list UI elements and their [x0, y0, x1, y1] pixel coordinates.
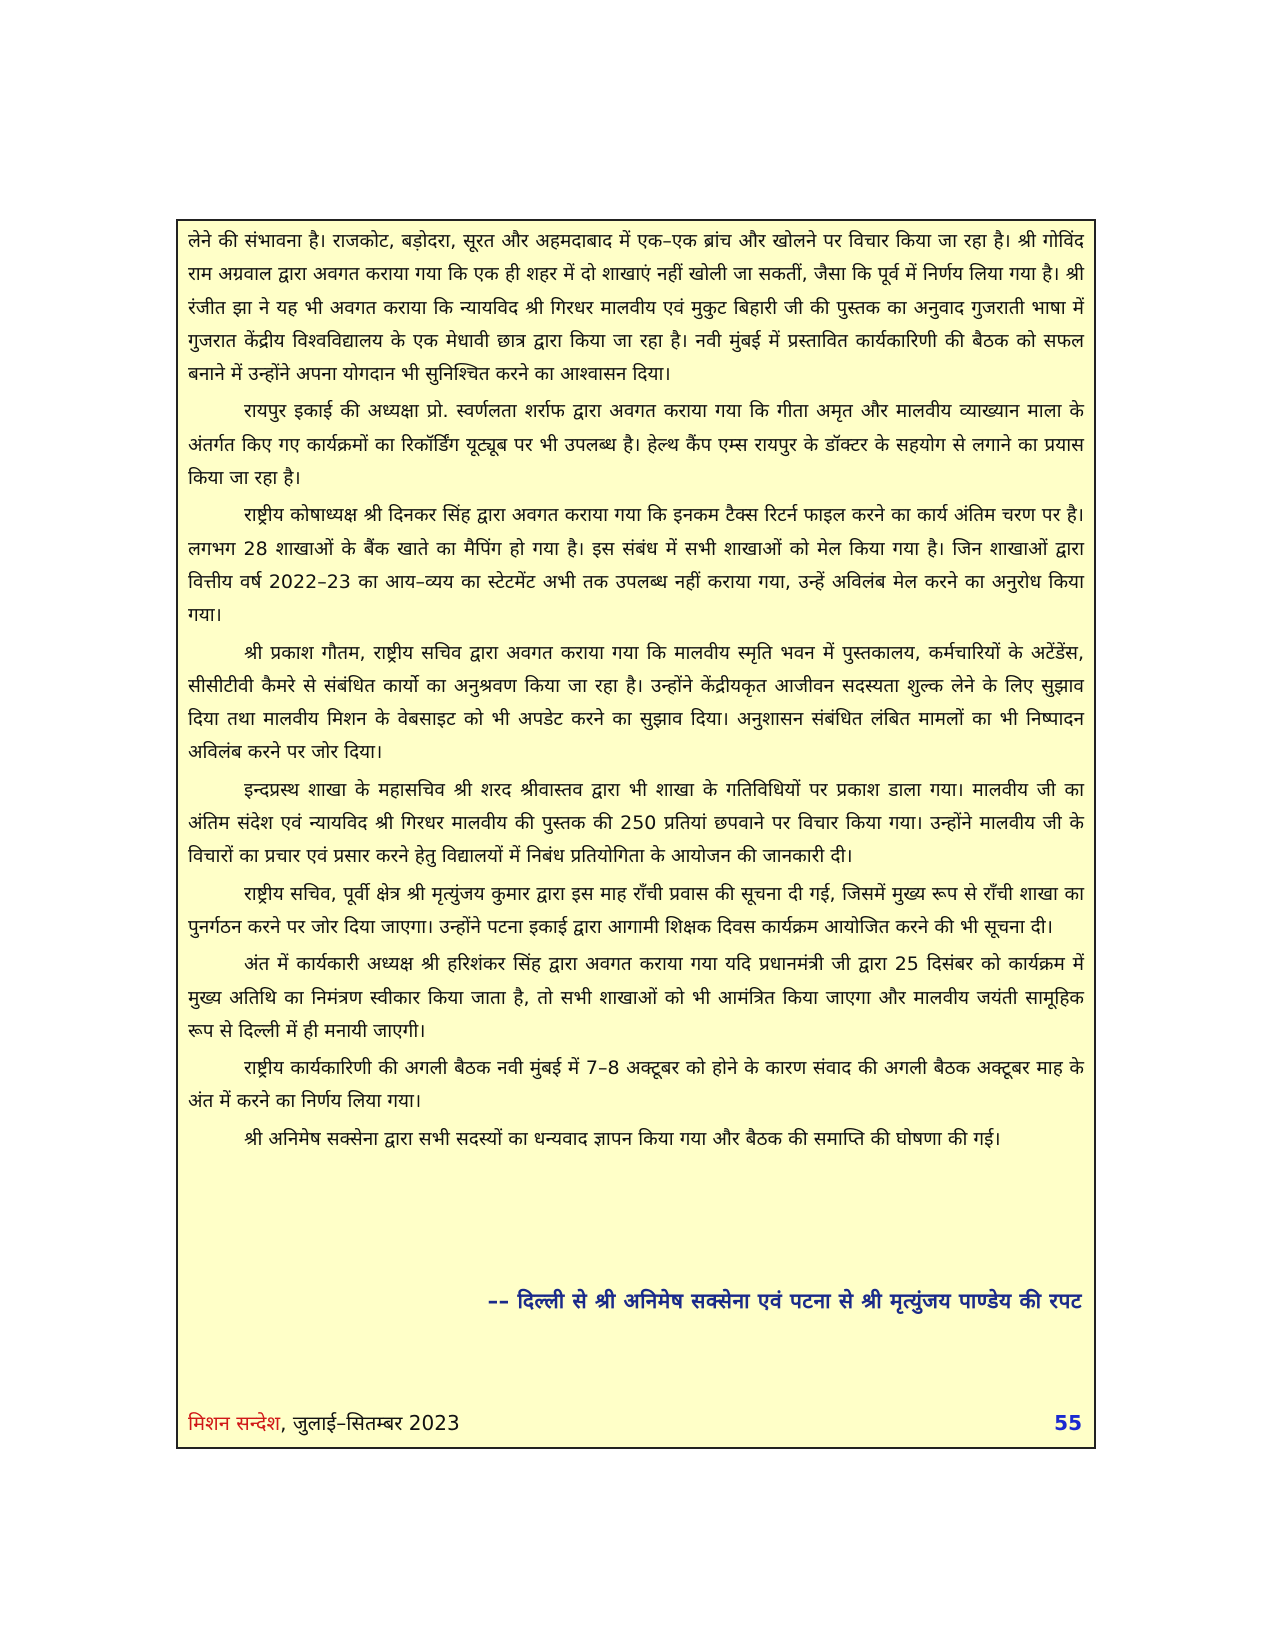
- paragraph-raipur-unit: रायपुर इकाई की अध्यक्षा प्रो. स्वर्णलता शर्राफ द्वारा अवगत कराया गया कि गीता अमृत और मालवीय व्याख्यान माला के अंतर्गत किए गए कार्यक्रमों का रिकॉर्डिंग यूट्यूब पर भी उपलब्ध है। हेल्थ कैंप एम्स रायपुर के डॉक्टर के सहयोग से लगाने का प्रयास किया जा रहा है।: [188, 400, 1084, 490]
- page-frame: [176, 219, 1096, 1449]
- paragraph-next-meeting: राष्ट्रीय कार्यकारिणी की अगली बैठक नवी मुंबई में 7–8 अक्टूबर को होने के कारण संवाद की अगली बैठक अक्टूबर माह के अंत में करने का निर्णय लिया गया।: [188, 1057, 1084, 1113]
- paragraph-continuation: लेने की संभावना है। राजकोट, बड़ोदरा, सूरत और अहमदाबाद में एक–एक ब्रांच और खोलने पर विचार किया जा रहा है। श्री गोविंद राम अग्रवाल द्वारा अवगत कराया गया कि एक ही शहर में दो शाखाएं नहीं खोली जा सकतीं, जैसा कि पूर्व में निर्णय लिया गया है। श्री रंजीत झा ने यह भी अवगत कराया कि न्यायविद श्री गिरधर मालवीय एवं मुकुट बिहारी जी की पुस्तक का अनुवाद गुजराती भाषा में गुजरात केंद्रीय विश्वविद्यालय के एक मेधावी छात्र द्वारा किया जा रहा है। नवी मुंबई में प्रस्तावित कार्यकारिणी की बैठक को सफल बनाने में उन्होंने अपना योगदान भी सुनिश्चित करने का आश्वासन दिया।: [188, 230, 1084, 386]
- paragraph-eastern-region: राष्ट्रीय सचिव, पूर्वी क्षेत्र श्री मृत्युंजय कुमार द्वारा इस माह राँची प्रवास की सूचना दी गई, जिसमें मुख्य रूप से राँची शाखा का पुनर्गठन करने पर जोर दिया जाएगा। उन्होंने पटना इकाई द्वारा आगामी शिक्षक दिवस कार्यक्रम आयोजित करने की भी सूचना दी।: [188, 882, 1084, 938]
- report-signature: –– दिल्ली से श्री अनिमेष सक्सेना एवं पटना से श्री मृत्युंजय पाण्डेय की रपट: [487, 1289, 1082, 1313]
- paragraph-indraprastha-branch: इन्दप्रस्थ शाखा के महासचिव श्री शरद श्रीवास्तव द्वारा भी शाखा के गतिविधियों पर प्रकाश डाला गया। मालवीय जी का अंतिम संदेश एवं न्यायविद श्री गिरधर मालवीय की पुस्तक की 250 प्रतियां छपवाने पर विचार किया गया। उन्होंने मालवीय जी के विचारों का प्रचार एवं प्रसार करने हेतु विद्यालयों में निबंध प्रतियोगिता के आयोजन की जानकारी दी।: [188, 778, 1084, 868]
- footer-publication: [188, 1407, 460, 1439]
- body-text: [188, 225, 1084, 1160]
- paragraph-vote-of-thanks: श्री अनिमेष सक्सेना द्वारा सभी सदस्यों का धन्यवाद ज्ञापन किया गया और बैठक की समाप्ति की घोषणा की गई।: [244, 1127, 1001, 1150]
- paragraph-secretary-report: श्री प्रकाश गौतम, राष्ट्रीय सचिव द्वारा अवगत कराया गया कि मालवीय स्मृति भवन में पुस्तकालय, कर्मचारियों के अटेंडेंस, सीसीटीवी कैमरे से संबंधित कार्यो का अनुश्रवण किया जा रहा है। उन्होंने केंद्रीयकृत आजीवन सदस्यता शुल्क लेने के लिए सुझाव दिया तथा मालवीय मिशन के वेबसाइट को भी अपडेट करने का सुझाव दिया। अनुशासन संबंधित लंबित मामलों का भी निष्पादन अविलंब करने पर जोर दिया।: [188, 641, 1084, 764]
- page-footer: [188, 1407, 1082, 1439]
- magazine-name: मिशन सन्देश: [188, 1411, 281, 1435]
- paragraph-treasurer-report: राष्ट्रीय कोषाध्यक्ष श्री दिनकर सिंह द्वारा अवगत कराया गया कि इनकम टैक्स रिटर्न फाइल करने का कार्य अंतिम चरण पर है। लगभग 28 शाखाओं के बैंक खाते का मैपिंग हो गया है। इस संबंध में सभी शाखाओं को मेल किया गया है। जिन शाखाओं द्वारा वित्तीय वर्ष 2022–23 का आय–व्यय का स्टेटमेंट अभी तक उपलब्ध नहीं कराया गया, उन्हें अविलंब मेल करने का अनुरोध किया गया।: [188, 504, 1084, 627]
- page-number: 55: [1054, 1411, 1082, 1435]
- issue-label: , जुलाई–सितम्बर 2023: [280, 1411, 460, 1435]
- paragraph-working-president: अंत में कार्यकारी अध्यक्ष श्री हरिशंकर सिंह द्वारा अवगत कराया गया यदि प्रधानमंत्री जी द्वारा 25 दिसंबर को कार्यक्रम में मुख्य अतिथि का निमंत्रण स्वीकार किया जाता है, तो सभी शाखाओं को भी आमंत्रित किया जाएगा और मालवीय जयंती सामूहिक रूप से दिल्ली में ही मनायी जाएगी।: [188, 953, 1084, 1042]
